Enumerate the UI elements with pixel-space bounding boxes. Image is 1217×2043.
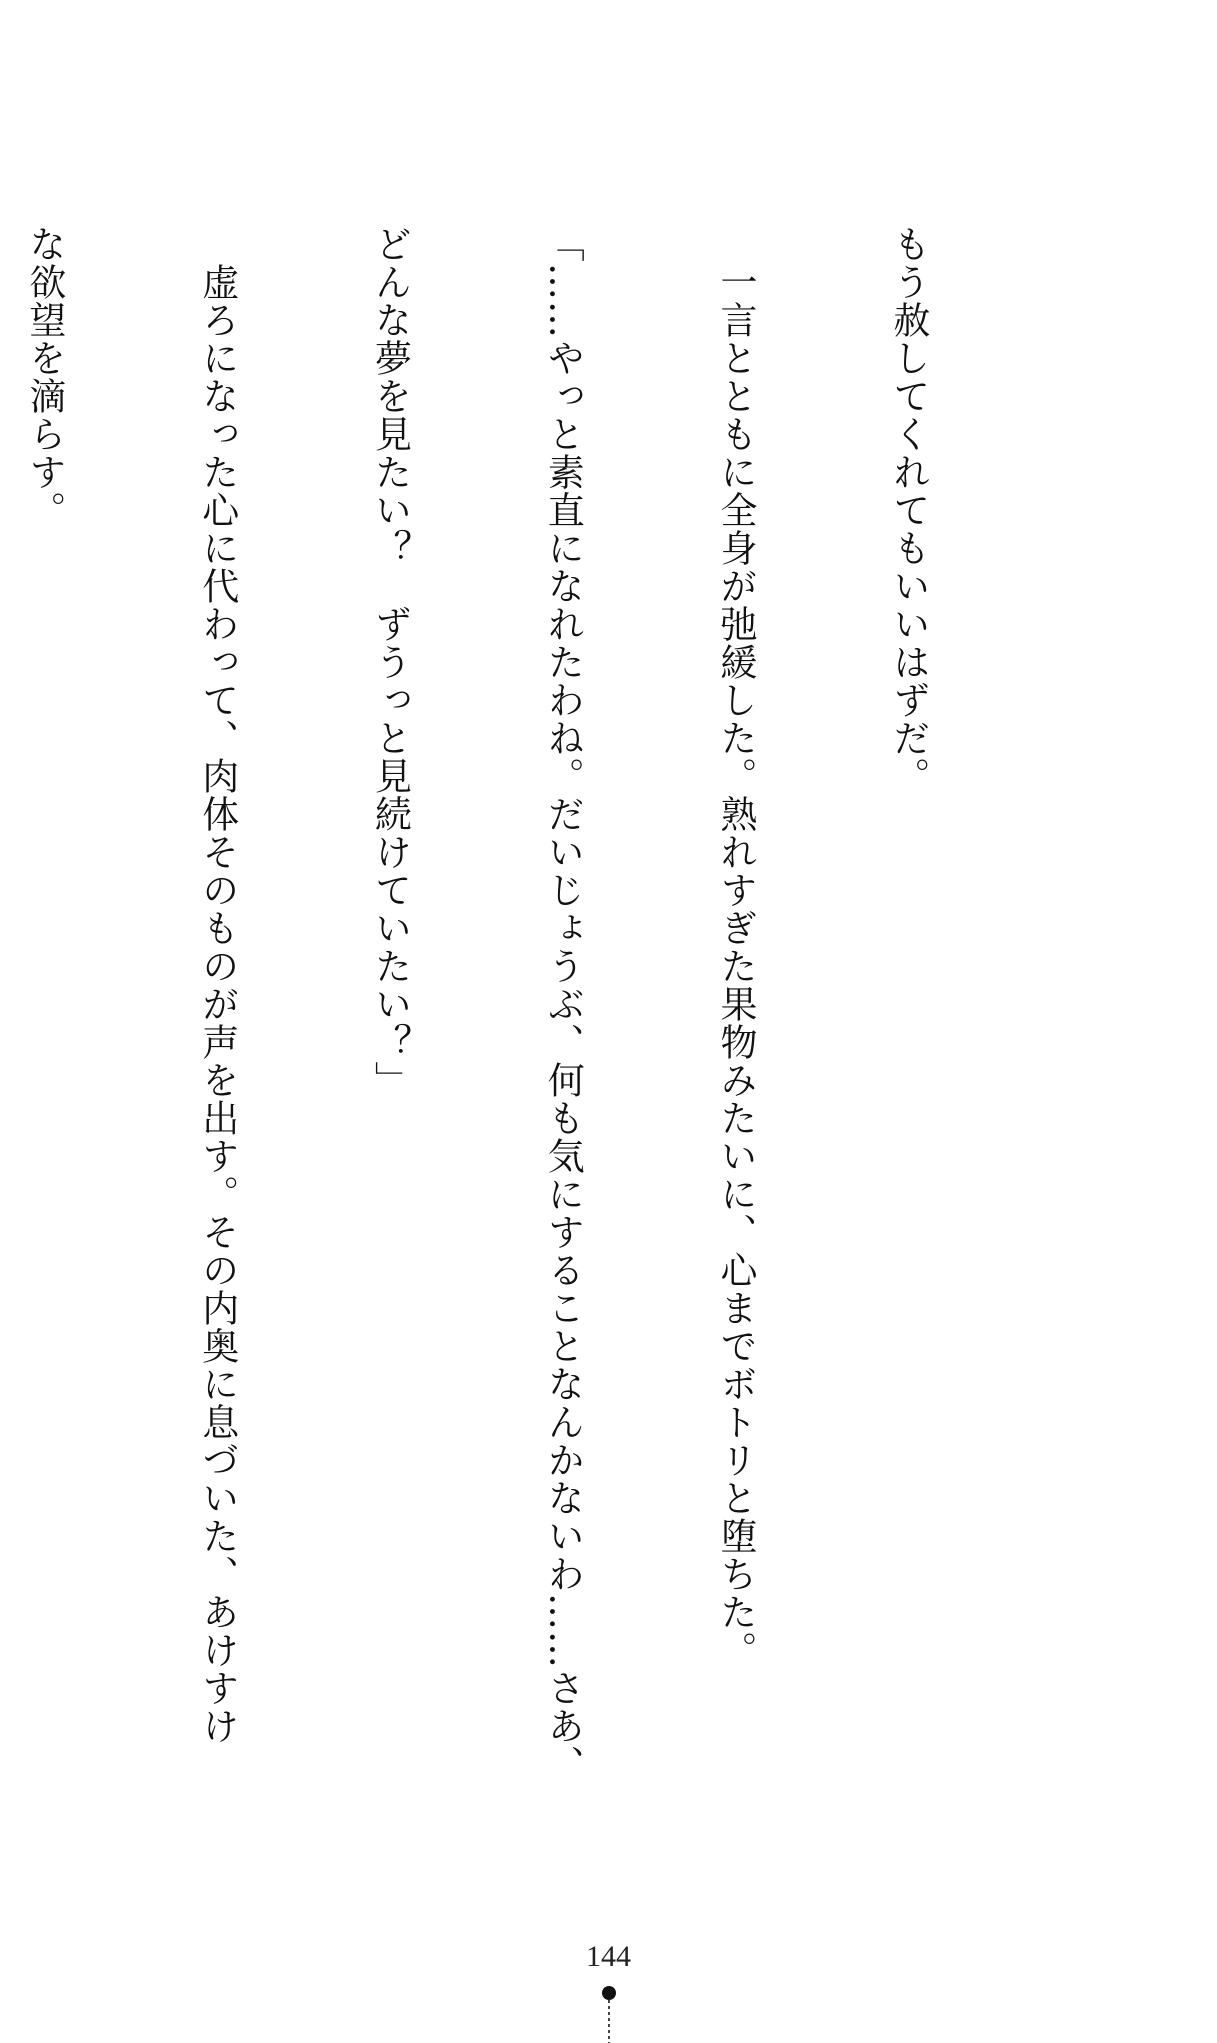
- text-line-1: もう赦してくれてもいいはずだ。: [886, 225, 930, 795]
- text-line-2: 一言とともに全身が弛緩した。熟れすぎた果物みたいに、心までボトリと堕ちた。: [714, 225, 758, 1669]
- text-line-3: 「……やっと素直になれたわね。だいじょうぶ、何も気にすることなんかないわ……さあ、: [541, 225, 585, 1783]
- page-marker-dot-icon: [602, 1986, 616, 2000]
- text-line-5: 虚ろになった心に代わって、肉体そのものが声を出す。その内奥に息づいた、あけすけ: [195, 225, 239, 1745]
- vertical-text-column: [22, 225, 1052, 1783]
- page-number: 144: [586, 1940, 631, 1973]
- page-marker-dotted-line: [608, 2000, 610, 2043]
- text-line-6: な欲望を滴らす。: [22, 225, 66, 529]
- text-line-4: どんな夢を見たい？ ずうっと見続けていたい？」: [368, 225, 412, 1099]
